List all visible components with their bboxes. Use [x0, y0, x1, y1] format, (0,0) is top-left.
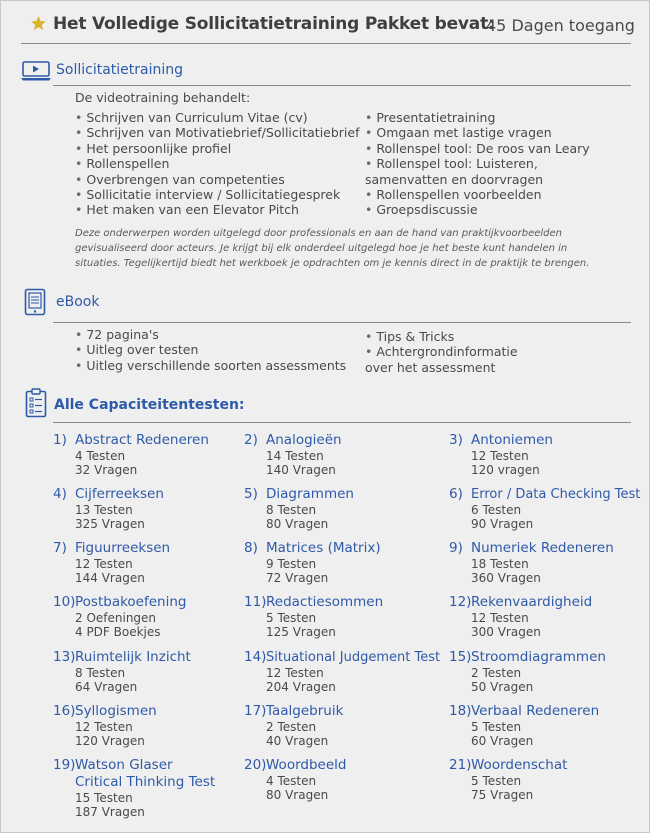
test-item [53, 594, 186, 639]
test-item [449, 594, 592, 639]
section-title-video: Sollicitatietraining [56, 62, 184, 78]
question-count: 75 Vragen [471, 788, 534, 802]
test-name: Matrices (Matrix) [266, 540, 381, 556]
question-count: 60 Vragen [471, 734, 534, 748]
test-item [244, 703, 343, 748]
test-item [449, 757, 567, 802]
question-count: 300 Vragen [471, 625, 541, 639]
list-item: • Schrijven van Curriculum Vitae (cv) [75, 110, 365, 125]
test-item [449, 432, 553, 477]
test-number: 20) [244, 757, 267, 773]
test-item [244, 649, 440, 694]
list-item: • 72 pagina's [75, 327, 365, 342]
test-number: 11) [244, 594, 267, 610]
test-count: 12 Testen [75, 720, 133, 734]
test-name: Ruimtelijk Inzicht [75, 649, 191, 665]
test-item [449, 649, 606, 694]
list-item: • Uitleg over testen [75, 342, 365, 357]
test-number: 3) [449, 432, 463, 448]
test-name: Woordbeeld [266, 757, 347, 773]
test-number: 15) [449, 649, 472, 665]
test-name: Abstract Redeneren [75, 432, 209, 448]
list-item: • Het persoonlijke profiel [75, 141, 365, 156]
test-number: 13) [53, 649, 76, 665]
question-count: 80 Vragen [266, 788, 329, 802]
list-item: • Rollenspellen [75, 156, 365, 171]
test-count: 14 Testen [266, 449, 324, 463]
test-item [449, 540, 614, 585]
question-count: 144 Vragen [75, 571, 145, 585]
test-item [53, 486, 164, 531]
list-item: • Rollenspel tool: Luisteren, samenvatten en doorvragen [365, 156, 605, 187]
question-count: 4 PDF Boekjes [75, 625, 161, 639]
test-count: 2 Testen [266, 720, 317, 734]
list-item: • Groepsdiscussie [365, 202, 615, 217]
test-name: Error / Data Checking Test [471, 487, 641, 502]
test-number: 2) [244, 432, 258, 448]
test-number: 5) [244, 486, 258, 502]
test-name: Diagrammen [266, 486, 354, 502]
test-number: 8) [244, 540, 258, 556]
question-count: 90 Vragen [471, 517, 534, 531]
test-name: Antoniemen [471, 432, 553, 448]
test-name: Redactiesommen [266, 594, 384, 610]
test-count: 8 Testen [266, 503, 317, 517]
test-name: Verbaal Redeneren [471, 703, 600, 719]
test-item [244, 594, 383, 639]
list-item: • Uitleg verschillende soorten assessments [75, 358, 365, 373]
video-divider [53, 85, 631, 86]
test-count: 18 Testen [471, 557, 529, 571]
header-divider [21, 43, 631, 44]
video-topics-left [75, 110, 365, 218]
list-item: • Tips & Tricks [365, 329, 525, 344]
test-item [53, 757, 223, 819]
ebook-icon [24, 288, 46, 316]
test-item [244, 757, 346, 802]
question-count: 32 Vragen [75, 463, 138, 477]
test-count: 4 Testen [75, 449, 126, 463]
test-count: 12 Testen [471, 611, 529, 625]
test-number: 21) [449, 757, 472, 773]
question-count: 50 Vragen [471, 680, 534, 694]
test-number: 16) [53, 703, 76, 719]
question-count: 64 Vragen [75, 680, 138, 694]
test-count: 6 Testen [471, 503, 522, 517]
test-count: 2 Testen [471, 666, 522, 680]
video-icon [20, 60, 52, 82]
question-count: 187 Vragen [75, 805, 145, 819]
test-item [53, 703, 157, 748]
test-number: 14) [244, 649, 267, 665]
page-title: Het Volledige Sollicitatietraining Pakket bevat: [53, 14, 495, 34]
test-count: 12 Testen [266, 666, 324, 680]
test-name: Analogieën [266, 432, 342, 448]
test-count: 5 Testen [471, 774, 522, 788]
question-count: 325 Vragen [75, 517, 145, 531]
test-count: 12 Testen [471, 449, 529, 463]
section-title-tests: Alle Capaciteitentesten: [54, 397, 245, 413]
video-topics-right [365, 110, 615, 218]
list-item: • Presentatietraining [365, 110, 615, 125]
list-item: • Het maken van een Elevator Pitch [75, 202, 365, 217]
test-name: Postbakoefening [75, 594, 187, 610]
question-count: 40 Vragen [266, 734, 329, 748]
video-note: Deze onderwerpen worden uitgelegd door professionals en aan de hand van praktijkvoorbeelden gevisualiseerd door acteurs. Je krijgt bij elk onderdeel uitgelegd hoe je het beste kunt handelen in situaties. Tegelijkertijd biedt het werkboek je opdrachten om je kennis direct in de praktijk te brengen. [75, 228, 590, 269]
ebook-features-right [365, 329, 525, 375]
header [1, 1, 649, 45]
star-icon [30, 15, 47, 32]
access-duration: 45 Dagen toegang [486, 16, 635, 35]
test-number: 6) [449, 486, 463, 502]
checklist-icon [25, 388, 47, 418]
ebook-features-left [75, 327, 365, 373]
test-count: 2 Oefeningen [75, 611, 157, 625]
test-count: 5 Testen [471, 720, 522, 734]
test-item [244, 486, 354, 531]
test-name: Figuurreeksen [75, 540, 171, 556]
list-item: • Omgaan met lastige vragen [365, 125, 615, 140]
list-item: • Achtergrondinformatie over het assessment [365, 344, 525, 375]
test-count: 12 Testen [75, 557, 133, 571]
test-count: 8 Testen [75, 666, 126, 680]
video-intro: De videotraining behandelt: [75, 90, 251, 105]
section-title-ebook: eBook [56, 294, 100, 310]
test-number: 4) [53, 486, 67, 502]
question-count: 80 Vragen [266, 517, 329, 531]
question-count: 125 Vragen [266, 625, 336, 639]
list-item: • Schrijven van Motivatiebrief/Sollicitatiebrief [75, 125, 365, 140]
test-item [449, 486, 640, 531]
test-name: Situational Judgement Test [266, 650, 441, 665]
test-number: 19) [53, 757, 76, 773]
test-count: 9 Testen [266, 557, 317, 571]
test-name: Numeriek Redeneren [471, 540, 614, 556]
test-count: 13 Testen [75, 503, 133, 517]
question-count: 140 Vragen [266, 463, 336, 477]
test-item [53, 649, 191, 694]
question-count: 204 Vragen [266, 680, 336, 694]
tests-divider [53, 422, 631, 423]
test-number: 17) [244, 703, 267, 719]
list-item: • Rollenspel tool: De roos van Leary [365, 141, 615, 156]
test-name: Stroomdiagrammen [471, 649, 606, 665]
test-name: Rekenvaardigheid [471, 594, 593, 610]
test-number: 12) [449, 594, 472, 610]
test-number: 9) [449, 540, 463, 556]
ebook-divider [53, 322, 631, 323]
question-count: 360 Vragen [471, 571, 541, 585]
test-name: Syllogismen [75, 703, 157, 719]
test-item [244, 432, 342, 477]
test-name: Taalgebruik [266, 703, 344, 719]
test-number: 10) [53, 594, 76, 610]
test-number: 1) [53, 432, 67, 448]
test-item [53, 432, 209, 477]
test-name: Cijferreeksen [75, 486, 164, 502]
test-number: 7) [53, 540, 67, 556]
test-count: 5 Testen [266, 611, 317, 625]
test-name: Watson Glaser Critical Thinking Test [75, 757, 216, 790]
question-count: 120 vragen [471, 463, 540, 477]
test-number: 18) [449, 703, 472, 719]
test-item [53, 540, 170, 585]
question-count: 120 Vragen [75, 734, 145, 748]
question-count: 72 Vragen [266, 571, 329, 585]
test-count: 4 Testen [266, 774, 317, 788]
list-item: • Sollicitatie interview / Sollicitatiegesprek [75, 187, 365, 202]
test-name: Woordenschat [471, 757, 568, 773]
test-item [244, 540, 381, 585]
list-item: • Rollenspellen voorbeelden [365, 187, 615, 202]
test-item [449, 703, 599, 748]
test-count: 15 Testen [75, 791, 133, 805]
list-item: • Overbrengen van competenties [75, 172, 365, 187]
